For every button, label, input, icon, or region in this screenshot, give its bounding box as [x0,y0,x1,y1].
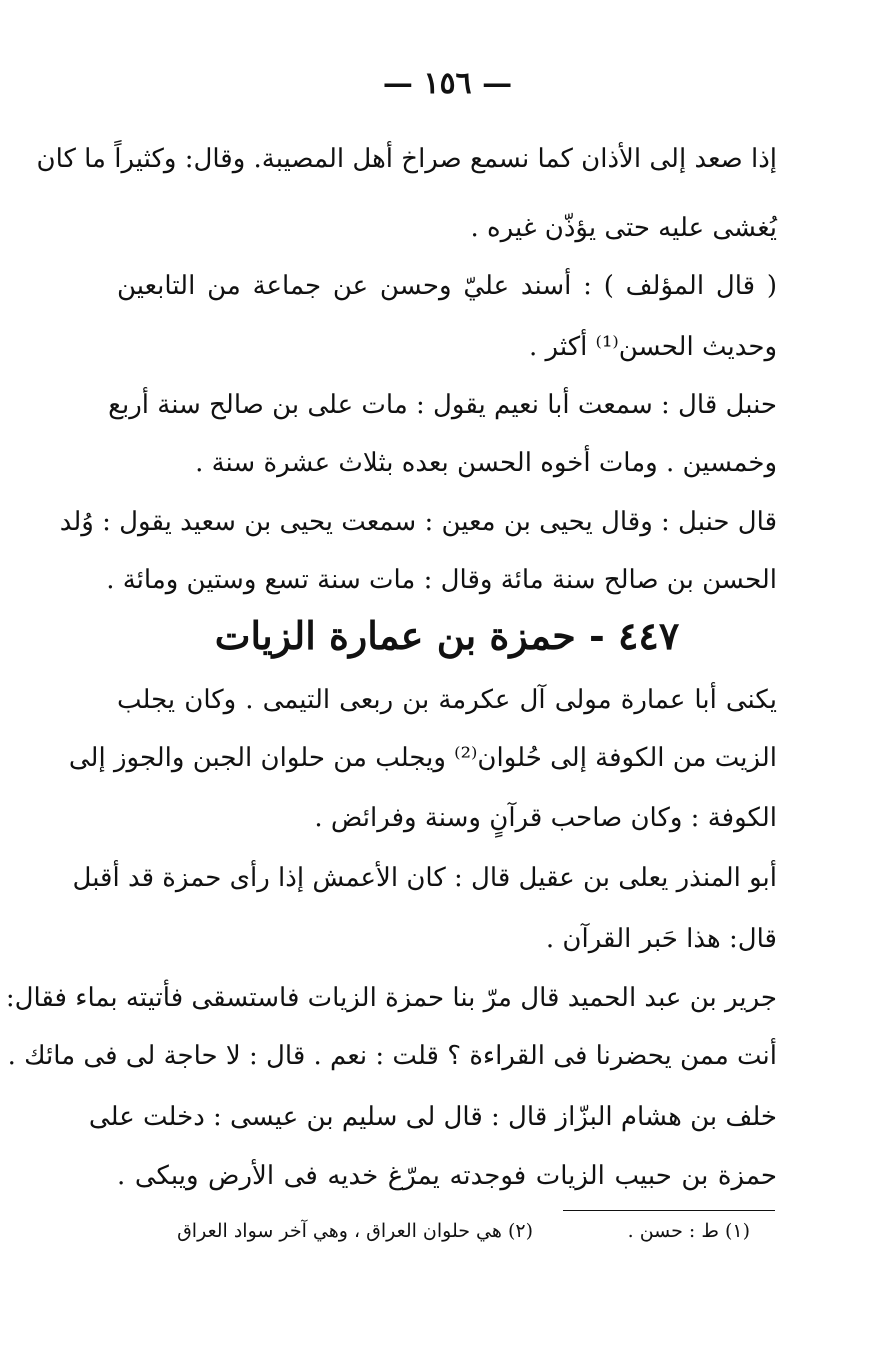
text-line: أنت ممن يحضرنا فى القراءة ؟ قلت : نعم . قال : لا حاجة لى فى مائك . [7,1041,777,1071]
text-line: يُغشى عليه حتى يؤذّن غيره . [470,213,777,243]
text-line: الكوفة : وكان صاحب قرآنٍ وسنة وفرائض . [314,803,777,833]
footnote-1: (١) ط : حسن . [627,1220,750,1242]
text-line: حنبل قال : سمعت أبا نعيم يقول : مات على بن صالح سنة أربع [108,390,777,420]
text-line: خلف بن هشام البزّاز قال : قال لى سليم بن عيسى : دخلت على [88,1102,777,1132]
text-line: الحسن بن صالح سنة مائة وقال : مات سنة تسع وستين ومائة . [106,565,777,595]
text-line: حمزة بن حبيب الزيات فوجدته يمرّغ خديه فى الأرض ويبكى . [117,1161,777,1191]
text-line: وخمسين . ومات أخوه الحسن بعده بثلاث عشرة سنة . [195,448,777,478]
text-line: أبو المنذر يعلى بن عقيل قال : كان الأعمش إذا رأى حمزة قد أقبل [72,863,777,893]
footnote-divider [563,1210,775,1211]
section-heading: ٤٤٧ - حمزة بن عمارة الزيات [214,613,680,658]
text-line: جرير بن عبد الحميد قال مرّ بنا حمزة الزيات فاستسقى فأتيته بماء فقال: [5,983,777,1013]
footnote-2: (٢) هي حلوان العراق ، وهي آخر سواد العراق [177,1220,533,1242]
text-line: ( قال المؤلف ) : أسند عليّ وحسن عن جماعة من التابعين [117,271,777,301]
text-line: وحديث الحسن⁽¹⁾ أكثر . [528,332,777,362]
page-number: — ١٥٦ — [382,66,513,101]
text-line: قال: هذا حَبر القرآن . [545,924,777,954]
text-line: إذا صعد إلى الأذان كما نسمع صراخ أهل المصيبة. وقال: وكثيراً ما كان [36,144,777,174]
text-line: قال حنبل : وقال يحيى بن معين : سمعت يحيى بن سعيد يقول : وُلد [59,507,777,537]
text-line: الزيت من الكوفة إلى حُلوان⁽²⁾ ويجلب من حلوان الجبن والجوز إلى [68,743,777,773]
text-line: يكنى أبا عمارة مولى آل عكرمة بن ربعى التيمى . وكان يجلب [117,685,777,715]
